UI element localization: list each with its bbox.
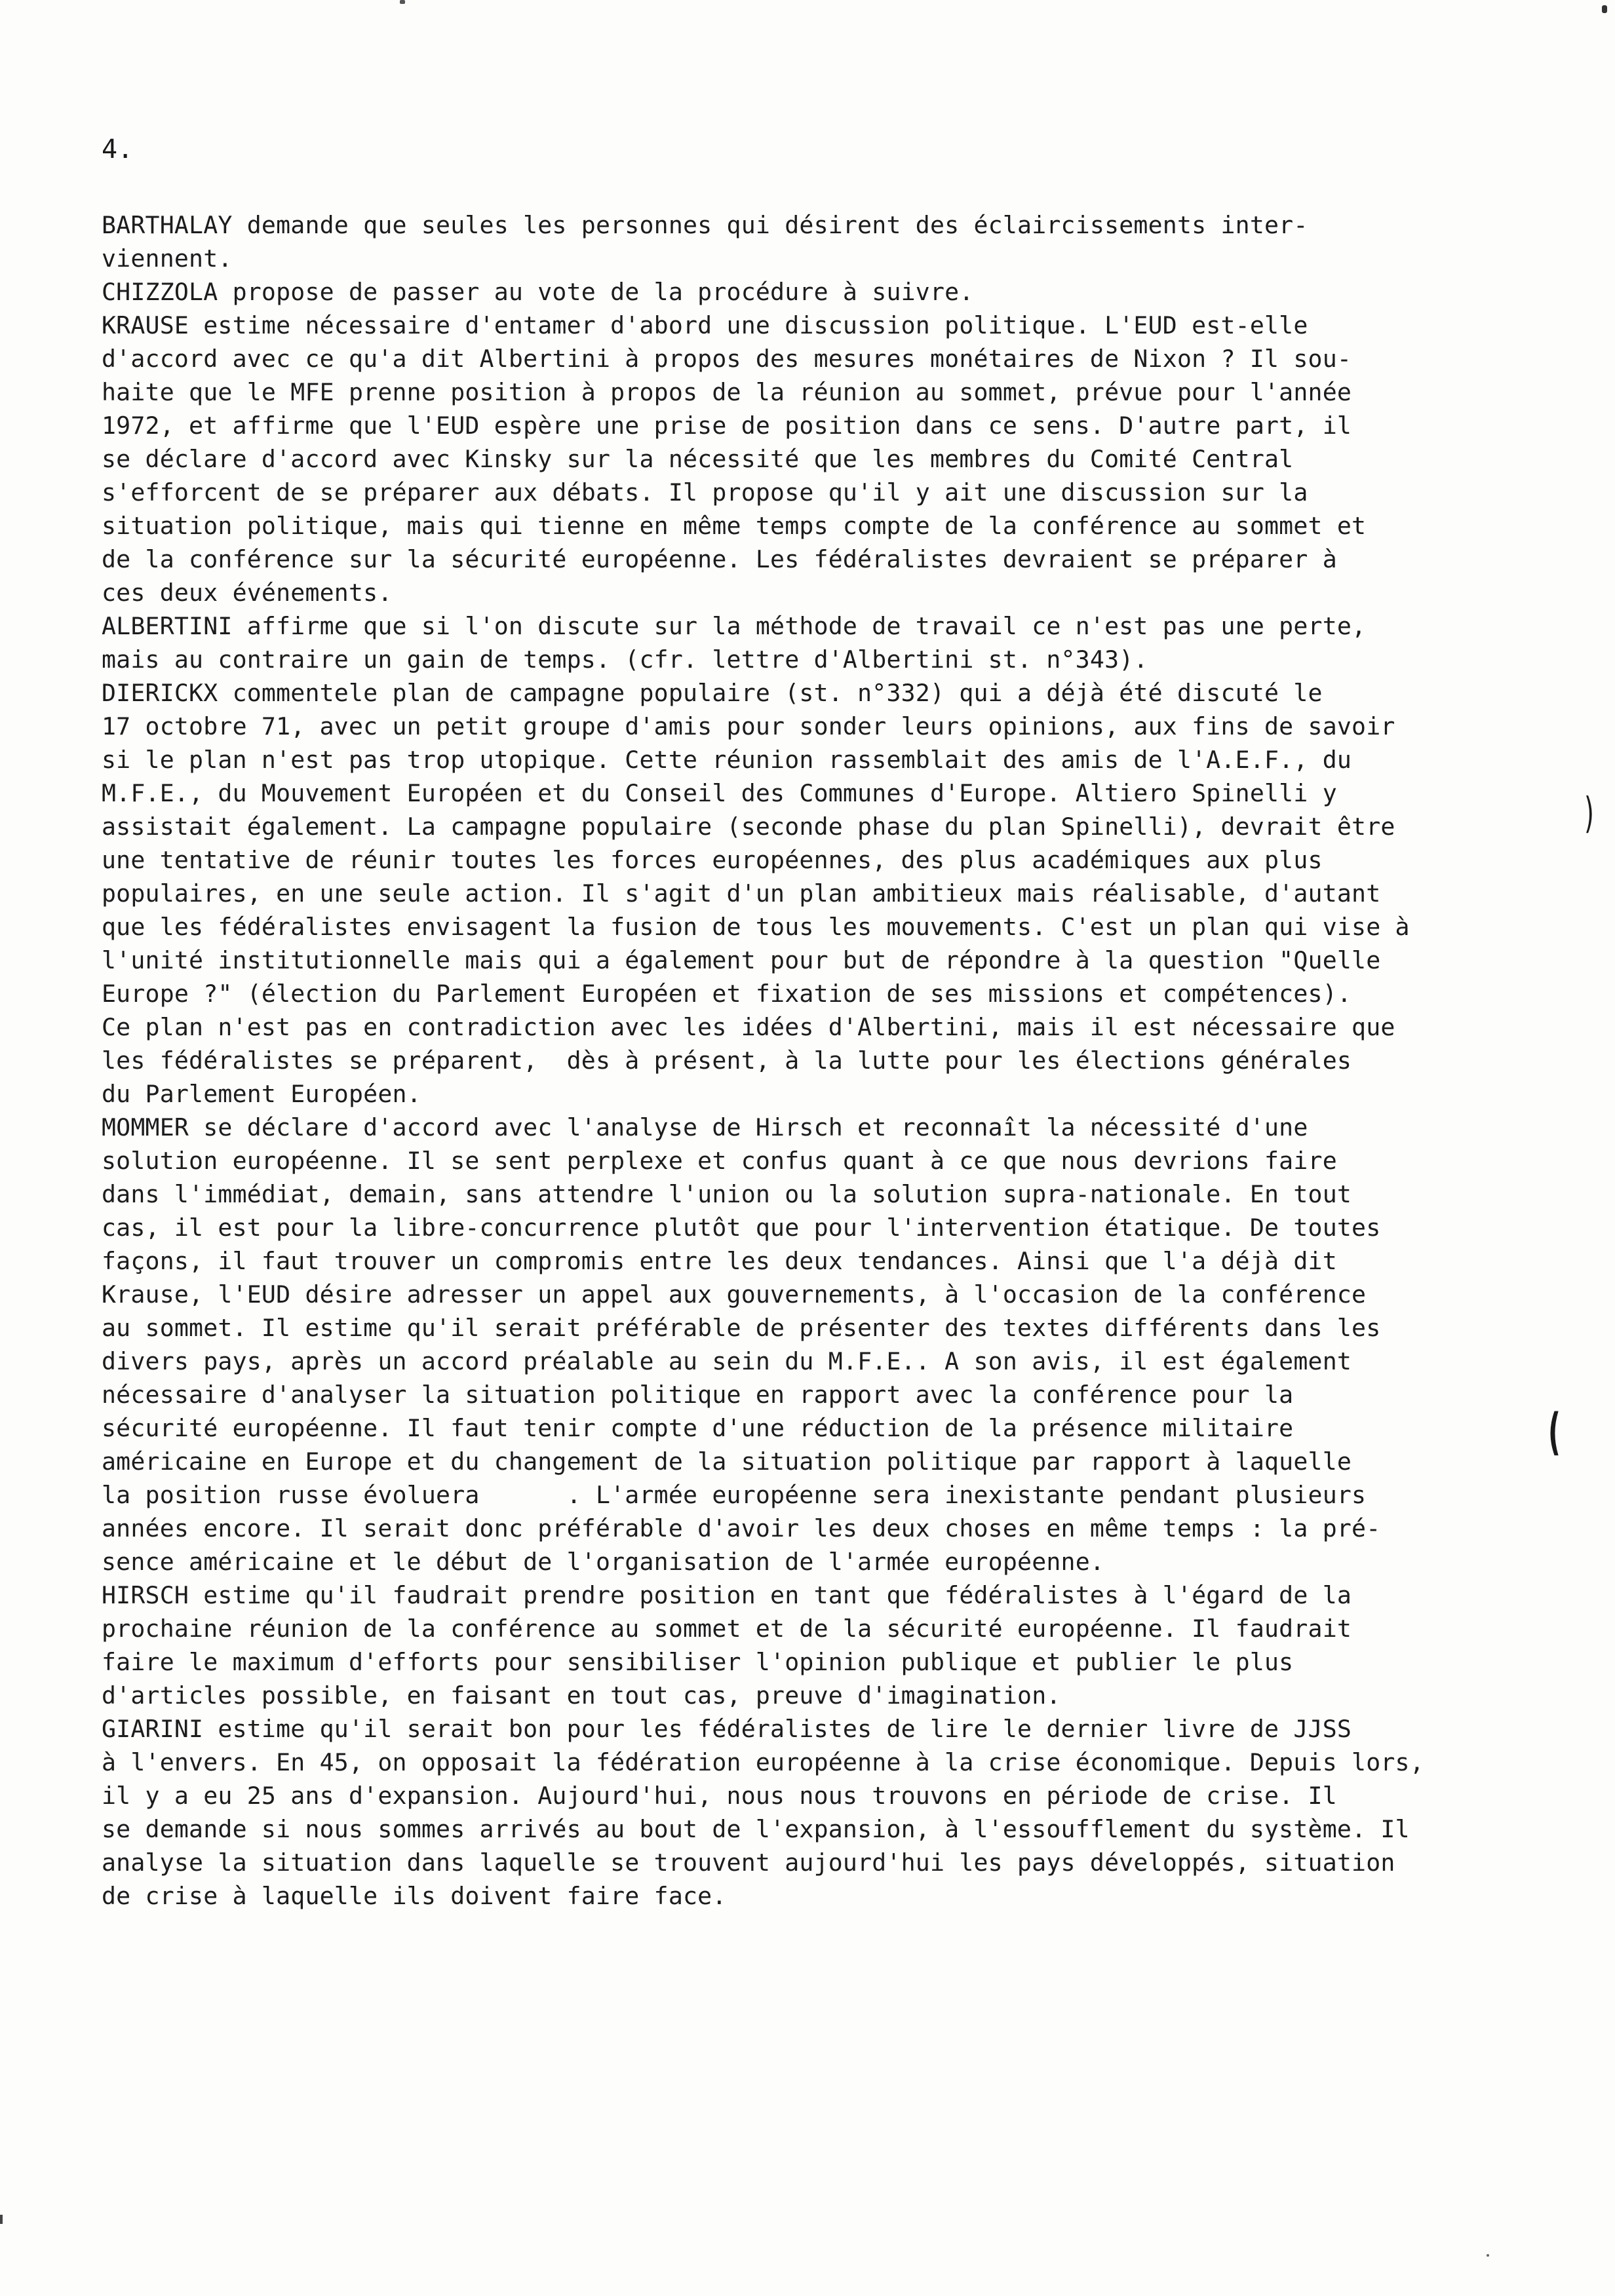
margin-bracket-mark: )	[1584, 790, 1594, 838]
text-line: si le plan n'est pas trop utopique. Cette réunion rassemblait des amis de l'A.E.F., du	[102, 746, 1352, 774]
text-line: assistait également. La campagne populaire (seconde phase du plan Spinelli), devrait être	[102, 813, 1395, 841]
text-line: ces deux événements.	[102, 579, 393, 607]
text-line: américaine en Europe et du changement de la situation politique par rapport à laquelle	[102, 1447, 1352, 1476]
text-line: 1972, et affirme que l'EUD espère une prise de position dans ce sens. D'autre part, il	[102, 411, 1352, 440]
text-line: ALBERTINI affirme que si l'on discute sur la méthode de travail ce n'est pas une perte,	[102, 612, 1367, 640]
text-line: années encore. Il serait donc préférable d'avoir les deux choses en même temps : la pré-	[102, 1514, 1381, 1542]
text-line: Ce plan n'est pas en contradiction avec les idées d'Albertini, mais il est nécessaire que	[102, 1013, 1395, 1041]
text-line: Krause, l'EUD désire adresser un appel aux gouvernements, à l'occasion de la conférence	[102, 1280, 1367, 1309]
text-line: une tentative de réunir toutes les forces européennes, des plus académiques aux plus	[102, 846, 1323, 874]
text-line: cas, il est pour la libre-concurrence plutôt que pour l'intervention étatique. De toutes	[102, 1214, 1381, 1242]
text-line: à l'envers. En 45, on opposait la fédération européenne à la crise économique. Depuis lors,	[102, 1748, 1424, 1776]
text-line: MOMMER se déclare d'accord avec l'analyse de Hirsch et reconnaît la nécessité d'une	[102, 1113, 1308, 1141]
text-line: haite que le MFE prenne position à propos de la réunion au sommet, prévue pour l'année	[102, 378, 1352, 406]
text-line: sence américaine et le début de l'organisation de l'armée européenne.	[102, 1548, 1105, 1576]
text-line: divers pays, après un accord préalable au sein du M.F.E.. A son avis, il est également	[102, 1347, 1352, 1375]
text-line: CHIZZOLA propose de passer au vote de la procédure à suivre.	[102, 278, 974, 306]
text-line: GIARINI estime qu'il serait bon pour les fédéralistes de lire le dernier livre de JJSS	[102, 1715, 1352, 1743]
text-line: de crise à laquelle ils doivent faire face.	[102, 1882, 727, 1910]
text-line: M.F.E., du Mouvement Européen et du Conseil des Communes d'Europe. Altiero Spinelli y	[102, 779, 1337, 807]
page-number: 4.	[102, 134, 134, 164]
text-line: au sommet. Il estime qu'il serait préférable de présenter des textes différents dans les	[102, 1314, 1381, 1342]
text-line: d'accord avec ce qu'a dit Albertini à propos des mesures monétaires de Nixon ? Il sou-	[102, 345, 1352, 373]
text-line: faire le maximum d'efforts pour sensibiliser l'opinion publique et publier le plus	[102, 1648, 1294, 1676]
text-line: nécessaire d'analyser la situation politique en rapport avec la conférence pour la	[102, 1381, 1294, 1409]
scan-speck	[400, 0, 405, 4]
scan-speck	[0, 2215, 3, 2224]
text-line: les fédéralistes se préparent, dès à présent, à la lutte pour les élections générales	[102, 1046, 1352, 1075]
text-line: du Parlement Européen.	[102, 1080, 421, 1108]
text-line: se demande si nous sommes arrivés au bout de l'expansion, à l'essoufflement du système. Il	[102, 1815, 1410, 1843]
text-line: analyse la situation dans laquelle se trouvent aujourd'hui les pays développés, situation	[102, 1848, 1395, 1877]
text-line: la position russe évoluera . L'armée européenne sera inexistante pendant plusieurs	[102, 1481, 1367, 1509]
scan-speck	[1602, 5, 1607, 13]
text-line: Europe ?" (élection du Parlement Européen et fixation de ses missions et compétences).	[102, 980, 1352, 1008]
text-line: l'unité institutionnelle mais qui a également pour but de répondre à la question "Quelle	[102, 946, 1381, 974]
text-line: sécurité européenne. Il faut tenir compte d'une réduction de la présence militaire	[102, 1414, 1294, 1442]
text-line: DIERICKX commentele plan de campagne populaire (st. n°332) qui a déjà été discuté le	[102, 679, 1323, 707]
margin-bracket-mark: (	[1547, 1402, 1561, 1461]
text-line: façons, il faut trouver un compromis entre les deux tendances. Ainsi que l'a déjà dit	[102, 1247, 1337, 1275]
text-line: mais au contraire un gain de temps. (cfr. lettre d'Albertini st. n°343).	[102, 645, 1148, 674]
text-line: BARTHALAY demande que seules les personnes qui désirent des éclaircissements inter-	[102, 211, 1308, 239]
text-line: viennent.	[102, 244, 233, 273]
minutes-text	[102, 208, 1560, 1913]
text-line: d'articles possible, en faisant en tout cas, preuve d'imagination.	[102, 1681, 1061, 1710]
text-line: prochaine réunion de la conférence au sommet et de la sécurité européenne. Il faudrait	[102, 1615, 1352, 1643]
text-line: 17 octobre 71, avec un petit groupe d'amis pour sonder leurs opinions, aux fins de savoir	[102, 712, 1395, 740]
scan-speck	[1487, 2254, 1489, 2257]
text-line: KRAUSE estime nécessaire d'entamer d'abord une discussion politique. L'EUD est-elle	[102, 311, 1308, 339]
text-line: de la conférence sur la sécurité européenne. Les fédéralistes devraient se préparer à	[102, 545, 1337, 573]
text-line: il y a eu 25 ans d'expansion. Aujourd'hui, nous nous trouvons en période de crise. Il	[102, 1782, 1337, 1810]
text-line: que les fédéralistes envisagent la fusion de tous les mouvements. C'est un plan qui vise à	[102, 913, 1410, 941]
text-line: dans l'immédiat, demain, sans attendre l'union ou la solution supra-nationale. En tout	[102, 1180, 1352, 1208]
text-line: HIRSCH estime qu'il faudrait prendre position en tant que fédéralistes à l'égard de la	[102, 1581, 1352, 1609]
text-line: se déclare d'accord avec Kinsky sur la nécessité que les membres du Comité Central	[102, 445, 1294, 473]
text-line: populaires, en une seule action. Il s'agit d'un plan ambitieux mais réalisable, d'autant	[102, 879, 1381, 908]
text-line: situation politique, mais qui tienne en même temps compte de la conférence au sommet et	[102, 512, 1367, 540]
text-line: solution européenne. Il se sent perplexe et confus quant à ce que nous devrions faire	[102, 1147, 1337, 1175]
text-line: s'efforcent de se préparer aux débats. Il propose qu'il y ait une discussion sur la	[102, 478, 1308, 507]
